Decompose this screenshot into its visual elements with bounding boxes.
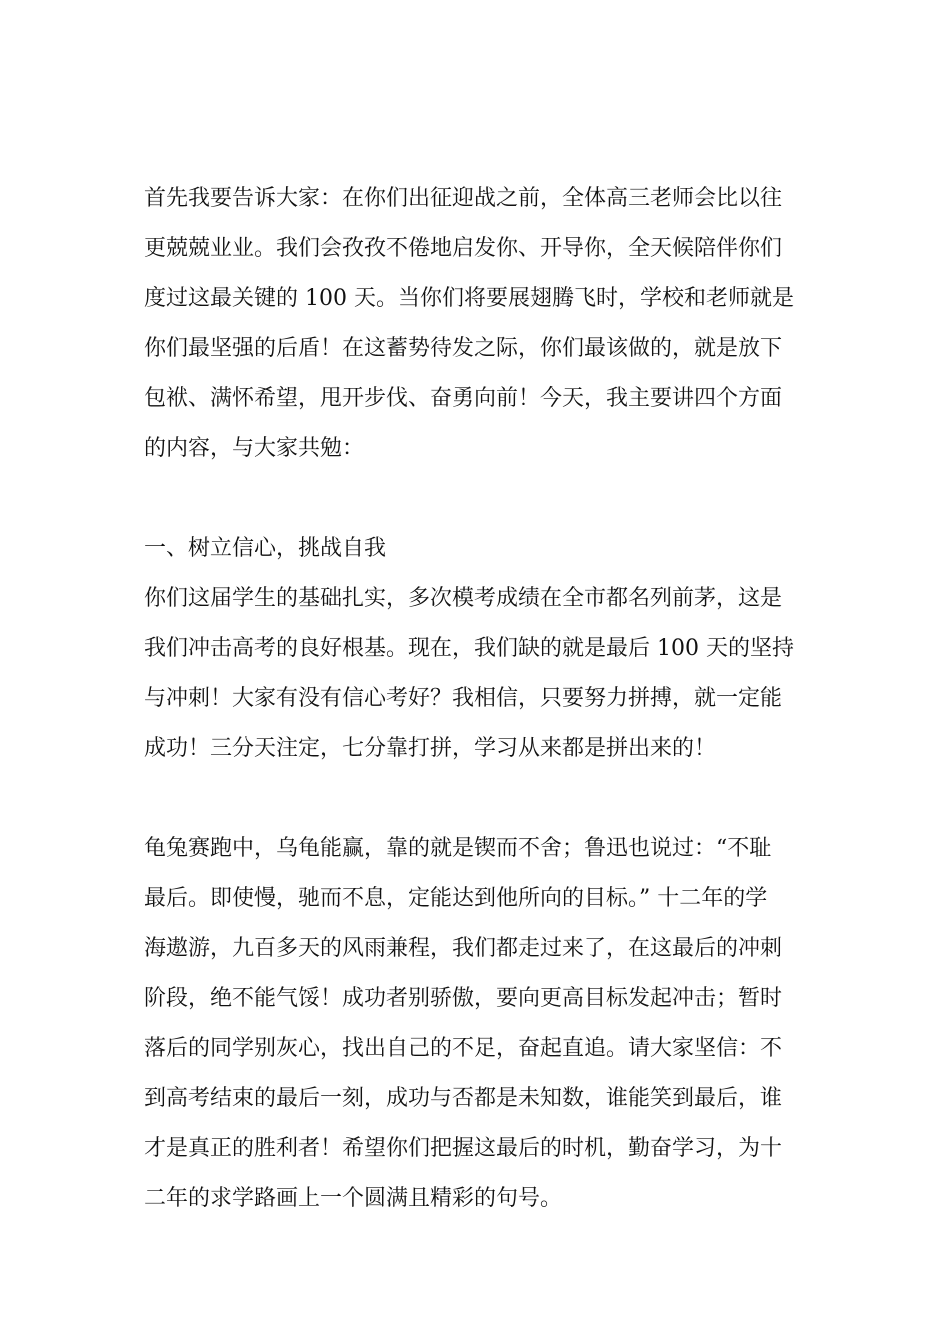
text-line: 二年的求学路画上一个圆满且精彩的句号。	[144, 1186, 563, 1211]
text-line: 才是真正的胜利者！希望你们把握这最后的时机，勤奋学习，为十	[144, 1136, 783, 1161]
text-line: 我们冲击高考的良好根基。现在，我们缺的就是最后 100 天的坚持	[144, 636, 794, 661]
text-line: 成功！三分天注定，七分靠打拼，学习从来都是拼出来的！	[144, 736, 717, 761]
text-line: 落后的同学别灰心，找出自己的不足，奋起直追。请大家坚信：不	[144, 1036, 783, 1061]
text-line: 度过这最关键的 100 天。当你们将要展翅腾飞时，学校和老师就是	[144, 286, 794, 311]
text-line: 的内容，与大家共勉：	[144, 436, 365, 461]
text-line: 龟兔赛跑中，乌龟能赢，靠的就是锲而不舍；鲁迅也说过：“不耻	[144, 836, 772, 861]
text-line: 最后。即使慢，驰而不息，定能达到他所向的目标。” 十二年的学	[144, 886, 768, 911]
text-line: 包袱、满怀希望，甩开步伐、奋勇向前！今天，我主要讲四个方面	[144, 386, 783, 411]
text-line: 海遨游，九百多天的风雨兼程，我们都走过来了，在这最后的冲刺	[144, 936, 783, 961]
text-line: 到高考结束的最后一刻，成功与否都是未知数，谁能笑到最后，谁	[144, 1086, 783, 1111]
section-heading: 一、树立信心，挑战自我	[144, 536, 387, 561]
text-line: 你们最坚强的后盾！在这蓄势待发之际，你们最该做的，就是放下	[144, 336, 783, 361]
text-line: 与冲刺！大家有没有信心考好？我相信，只要努力拼搏，就一定能	[144, 686, 783, 711]
text-line: 更兢兢业业。我们会孜孜不倦地启发你、开导你，全天候陪伴你们	[144, 236, 783, 261]
text-line: 阶段，绝不能气馁！成功者别骄傲，要向更高目标发起冲击；暂时	[144, 986, 783, 1011]
text-line: 首先我要告诉大家：在你们出征迎战之前，全体高三老师会比以往	[144, 186, 783, 211]
text-line: 你们这届学生的基础扎实，多次模考成绩在全市都名列前茅，这是	[144, 586, 783, 611]
